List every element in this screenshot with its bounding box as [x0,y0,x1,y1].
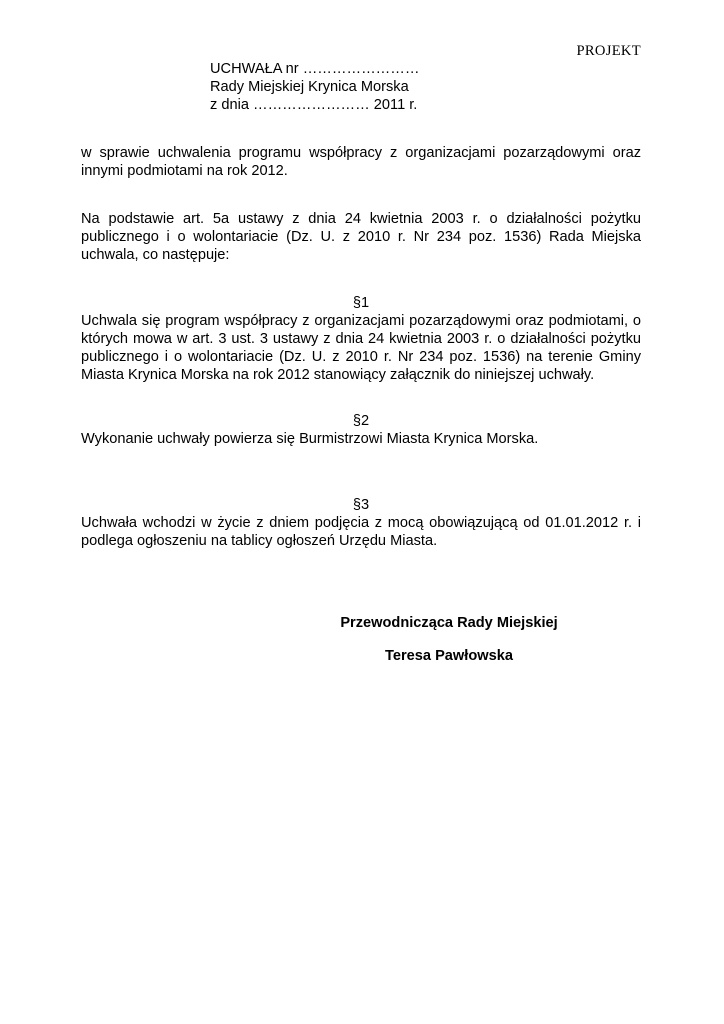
resolution-header [210,60,530,114]
legal-basis-paragraph: Na podstawie art. 5a ustawy z dnia 24 kwietnia 2003 r. o działalności pożytku publicznego i o wolontariacie (Dz. U. z 2010 r. Nr 234 poz. 1536) Rada Miejska uchwala, co następuje: [81,211,641,263]
section-1-text: Uchwala się program współpracy z organizacjami pozarządowymi oraz podmiotami, o których mowa w art. 3 ust. 3 ustawy z dnia 24 kwietnia 2003 r. o działalności pożytku publicznego i o wolontariacie (Dz. U. z 2010 r. Nr 234 poz. 1536) na terenie Gminy Miasta Krynica Morska na rok 2012 stanowiący załącznik do niniejszej uchwały. [81,313,641,383]
resolution-subject: w sprawie uchwalenia programu współpracy z organizacjami pozarządowymi oraz innymi podmiotami na rok 2012. [81,145,641,179]
resolution-date: z dnia …………………… 2011 r. [210,97,418,113]
section-2-label: §2 [352,413,370,429]
resolution-number: UCHWAŁA nr …………………… [210,61,420,77]
section-3-label: §3 [352,497,370,513]
signature-title: Przewodnicząca Rady Miejskiej [340,615,558,631]
council-name: Rady Miejskiej Krynica Morska [210,79,409,95]
section-1-label: §1 [352,295,370,311]
projekt-label: PROJEKT [576,43,641,59]
section-2-text: Wykonanie uchwały powierza się Burmistrzowi Miasta Krynica Morska. [81,431,539,447]
signature-name: Teresa Pawłowska [385,648,513,664]
section-3-text: Uchwała wchodzi w życie z dniem podjęcia z mocą obowiązującą od 01.01.2012 r. i podlega ogłoszeniu na tablicy ogłoszeń Urzędu Miasta. [81,515,641,549]
